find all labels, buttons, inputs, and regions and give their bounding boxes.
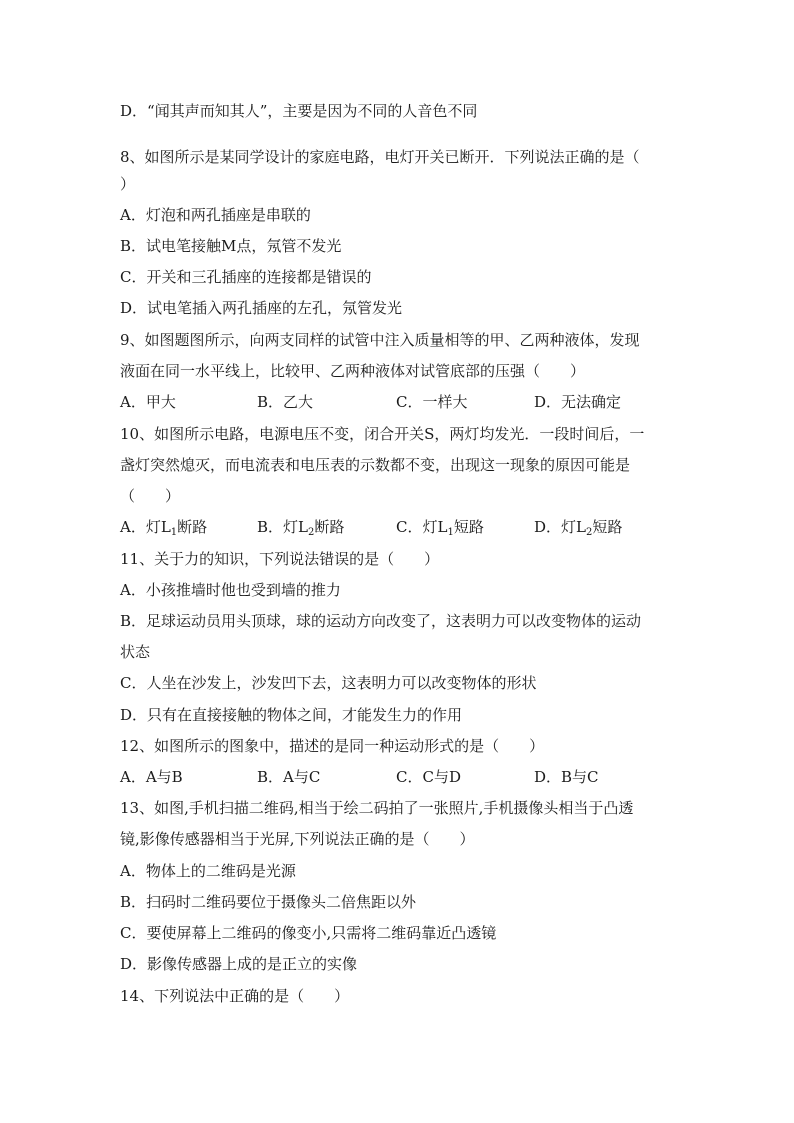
q10-stem-line-3: （ ） bbox=[120, 487, 181, 505]
q12-option-c: C．C与D bbox=[396, 768, 461, 786]
q10-option-d: D．灯$L_2$短路 bbox=[534, 518, 623, 538]
q12-option-b: B．A与C bbox=[257, 768, 321, 786]
q13-option-d: D．影像传感器上成的是正立的实像 bbox=[120, 955, 358, 973]
q13-option-c: C．要使屏幕上二维码的像变小,只需将二维码靠近凸透镜 bbox=[120, 924, 497, 942]
q11-option-c: C．人坐在沙发上，沙发凹下去，这表明力可以改变物体的形状 bbox=[120, 674, 537, 692]
q13-stem-line-1: 13、如图,手机扫描二维码,相当于绘二码拍了一张照片,手机摄像头相当于凸透 bbox=[120, 799, 634, 817]
q11-option-b-line-1: B．足球运动员用头顶球，球的运动方向改变了，这表明力可以改变物体的运动 bbox=[120, 612, 642, 630]
q14-stem: 14、下列说法中正确的是（ ） bbox=[120, 987, 350, 1005]
q10-option-b: B．灯$L_2$断路 bbox=[257, 518, 345, 538]
q9-option-b: B．乙大 bbox=[257, 393, 314, 411]
q12-option-d: D．B与C bbox=[534, 768, 599, 786]
q8-stem-line-2: ） bbox=[120, 175, 136, 193]
q9-stem-line-2: 液面在同一水平线上，比较甲、乙两种液体对试管底部的压强（ ） bbox=[120, 362, 586, 380]
q9-option-a: A．甲大 bbox=[120, 393, 176, 411]
q9-option-c: C．一样大 bbox=[396, 393, 468, 411]
q7-option-d: D．“闻其声而知其人”，主要是因为不同的人音色不同 bbox=[120, 102, 478, 120]
q10-stem-line-1: 10、如图所示电路，电源电压不变，闭合开关S，两灯均发光．一段时间后，一 bbox=[120, 425, 645, 443]
q9-stem-line-1: 9、如图题图所示，向两支同样的试管中注入质量相等的甲、乙两种液体，发现 bbox=[120, 331, 640, 349]
q8-stem-line-1: 8、如图所示是某同学设计的家庭电路，电灯开关已断开．下列说法正确的是（ bbox=[120, 148, 640, 166]
q13-option-a: A．物体上的二维码是光源 bbox=[120, 862, 296, 880]
q8-option-d: D．试电笔插入两孔插座的左孔，氖管发光 bbox=[120, 299, 403, 317]
q12-option-a: A．A与B bbox=[120, 768, 183, 786]
q11-option-b-line-2: 状态 bbox=[120, 643, 151, 661]
q11-option-d: D．只有在直接接触的物体之间，才能发生力的作用 bbox=[120, 706, 463, 724]
q12-stem: 12、如图所示的图象中，描述的是同一种运动形式的是（ ） bbox=[120, 737, 545, 755]
q10-option-a: A．灯$L_1$断路 bbox=[120, 518, 208, 538]
q11-option-a: A．小孩推墙时他也受到墙的推力 bbox=[120, 581, 341, 599]
q13-option-b: B．扫码时二维码要位于摄像头二倍焦距以外 bbox=[120, 893, 417, 911]
q10-stem-line-2: 盏灯突然熄灭，而电流表和电压表的示数都不变，出现这一现象的原因可能是 bbox=[120, 456, 631, 474]
q8-option-a: A．灯泡和两孔插座是串联的 bbox=[120, 206, 311, 224]
q8-option-b: B．试电笔接触M点，氖管不发光 bbox=[120, 237, 342, 255]
q10-option-c: C．灯$L_1$短路 bbox=[396, 518, 484, 538]
q11-stem: 11、关于力的知识，下列说法错误的是（ ） bbox=[120, 550, 440, 568]
q8-option-c: C．开关和三孔插座的连接都是错误的 bbox=[120, 268, 372, 286]
q9-option-d: D．无法确定 bbox=[534, 393, 622, 411]
q13-stem-line-2: 镜,影像传感器相当于光屏,下列说法正确的是（ ） bbox=[120, 830, 475, 848]
